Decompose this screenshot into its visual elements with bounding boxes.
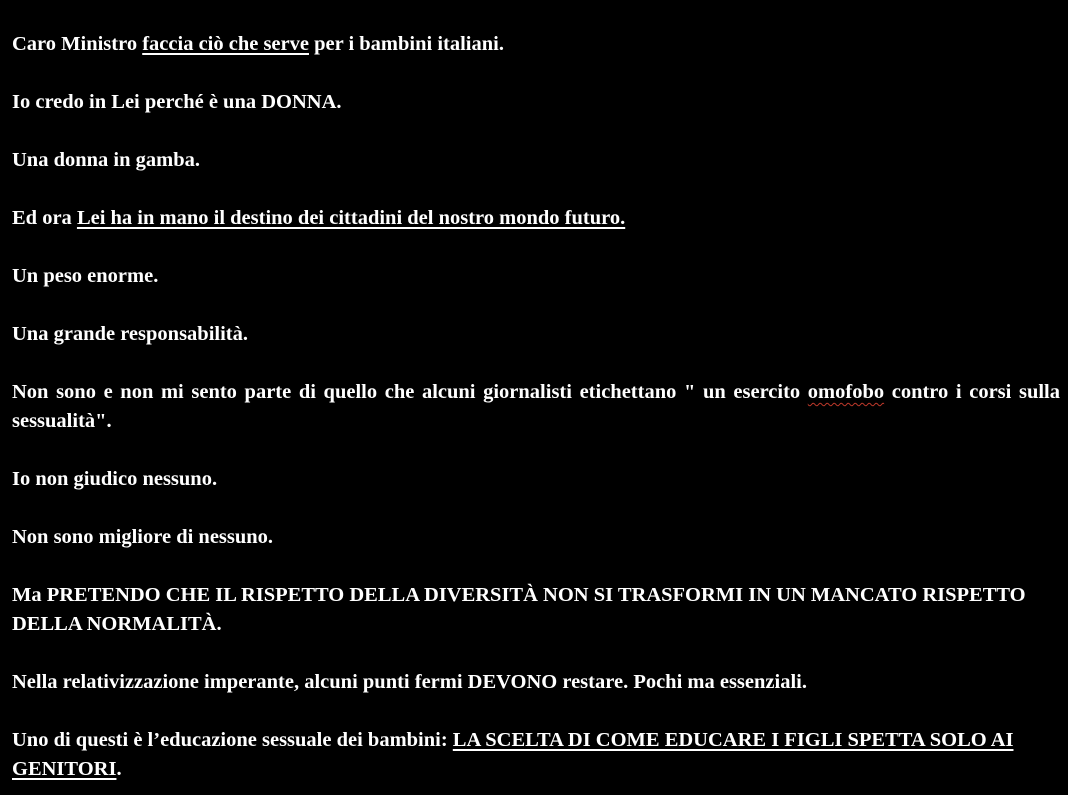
paragraph-7-text-a: Non sono e non mi sento parte di quello che alcuni giornalisti etichettano " un esercito	[12, 381, 808, 403]
paragraph-10: Ma PRETENDO CHE IL RISPETTO DELLA DIVERSITÀ NON SI TRASFORMI IN UN MANCATO RISPETTO DELLA NORMALITÀ.	[12, 584, 1026, 635]
paragraph-9: Non sono migliore di nessuno.	[12, 526, 274, 548]
paragraph-11: Nella relativizzazione imperante, alcuni punti fermi DEVONO restare. Pochi ma essenziali.	[12, 671, 807, 693]
paragraph-4-text-a: Ed ora	[12, 207, 77, 229]
paragraph-1	[12, 30, 1060, 59]
paragraph-12-underlined: LA SCELTA DI COME EDUCARE I FIGLI SPETTA SOLO AI GENITORI	[12, 729, 1014, 780]
paragraph-2: Io credo in Lei perché è una DONNA.	[12, 91, 342, 113]
paragraph-1-underlined: faccia ciò che serve	[142, 33, 309, 55]
paragraph-4-underlined: Lei ha in mano il destino dei cittadini del nostro mondo futuro.	[76, 207, 626, 229]
paragraph-6: Una grande responsabilità.	[12, 323, 248, 345]
paragraph-12	[12, 726, 1060, 784]
document-body	[12, 30, 1060, 784]
paragraph-3: Una donna in gamba.	[12, 149, 200, 171]
paragraph-7	[12, 378, 1060, 436]
paragraph-12-text-c: .	[116, 758, 122, 780]
paragraph-12-text-a: Uno di questi è l’educazione sessuale dei bambini:	[12, 729, 453, 751]
paragraph-4	[12, 204, 1060, 233]
paragraph-1-text-a: Caro Ministro	[12, 33, 143, 55]
paragraph-8: Io non giudico nessuno.	[12, 468, 218, 490]
paragraph-1-text-c: per i bambini italiani.	[308, 33, 504, 55]
paragraph-7-text-c: contro i corsi sulla sessualità".	[12, 381, 1060, 432]
spellcheck-flagged-word[interactable]: omofobo	[807, 381, 885, 403]
paragraph-5: Un peso enorme.	[12, 265, 159, 287]
